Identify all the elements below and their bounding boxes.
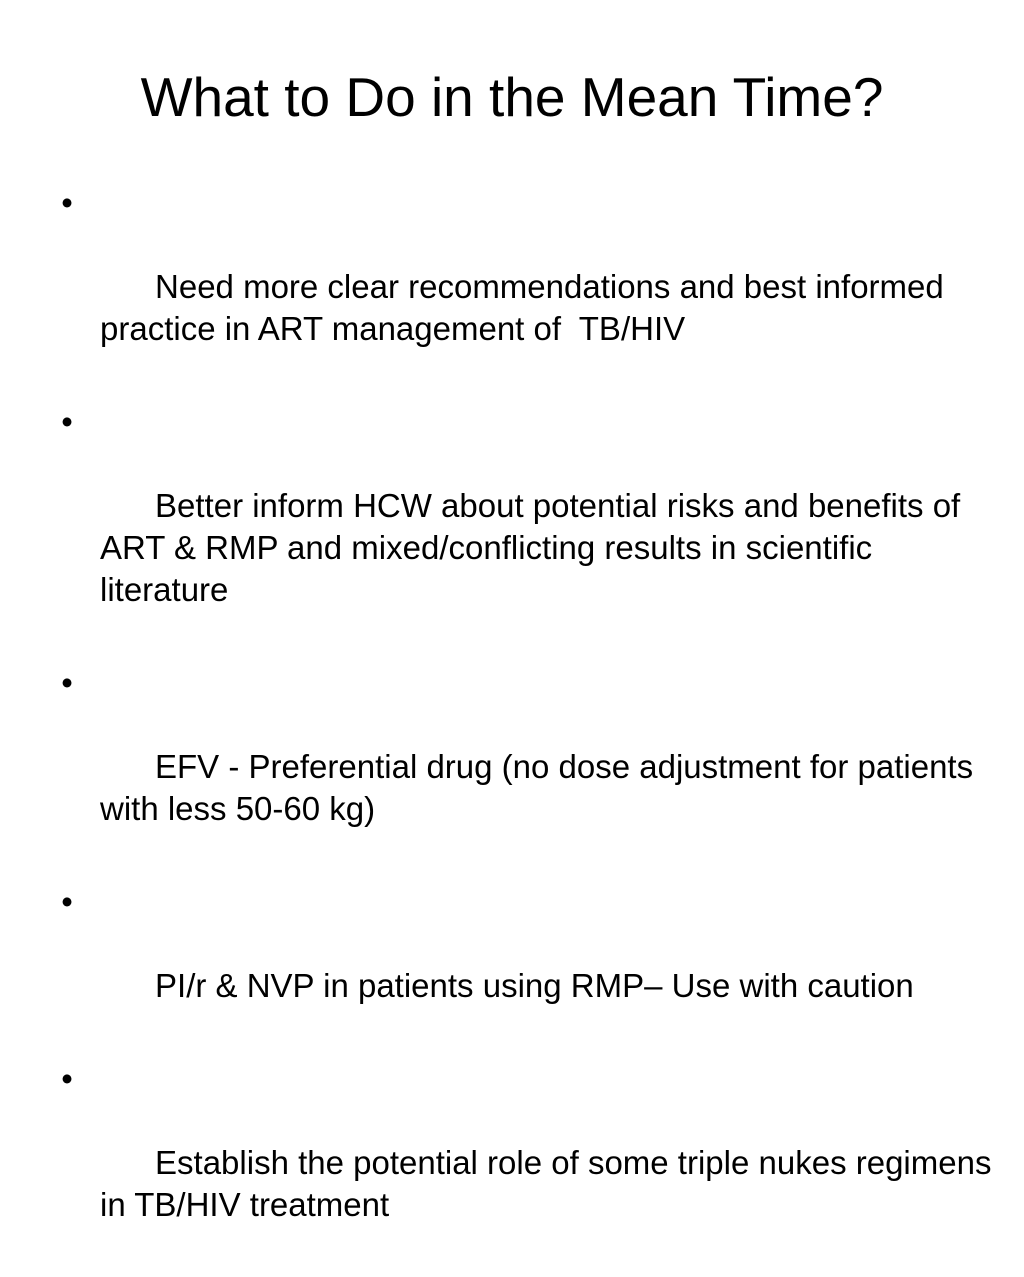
bullet-text: PI/r & NVP in patients using RMP– Use with caution	[155, 967, 914, 1004]
bullet-icon: •	[61, 883, 73, 920]
bullet-item	[54, 182, 994, 392]
bullet-text: EFV - Preferential drug (no dose adjustment for patients with less 50-60 kg)	[100, 748, 983, 827]
bullet-icon: •	[61, 184, 73, 221]
bullet-icon: •	[61, 1060, 73, 1097]
bullet-item	[54, 662, 994, 872]
bullet-icon: •	[61, 664, 73, 701]
bullet-item	[54, 401, 994, 653]
bullet-text: Better inform HCW about potential risks and benefits of ART & RMP and mixed/conflicting results in scientific literature	[100, 487, 968, 608]
bullet-text: Need more clear recommendations and best informed practice in ART management of TB/HIV	[100, 268, 953, 347]
bullet-icon: •	[61, 403, 73, 440]
bullet-text: Establish the potential role of some triple nukes regimens in TB/HIV treatment	[100, 1144, 1001, 1223]
bullet-item	[54, 1058, 1001, 1268]
slide-title: What to Do in the Mean Time?	[140, 66, 884, 128]
bullet-item	[54, 881, 994, 1049]
bullet-list	[54, 182, 1001, 1277]
